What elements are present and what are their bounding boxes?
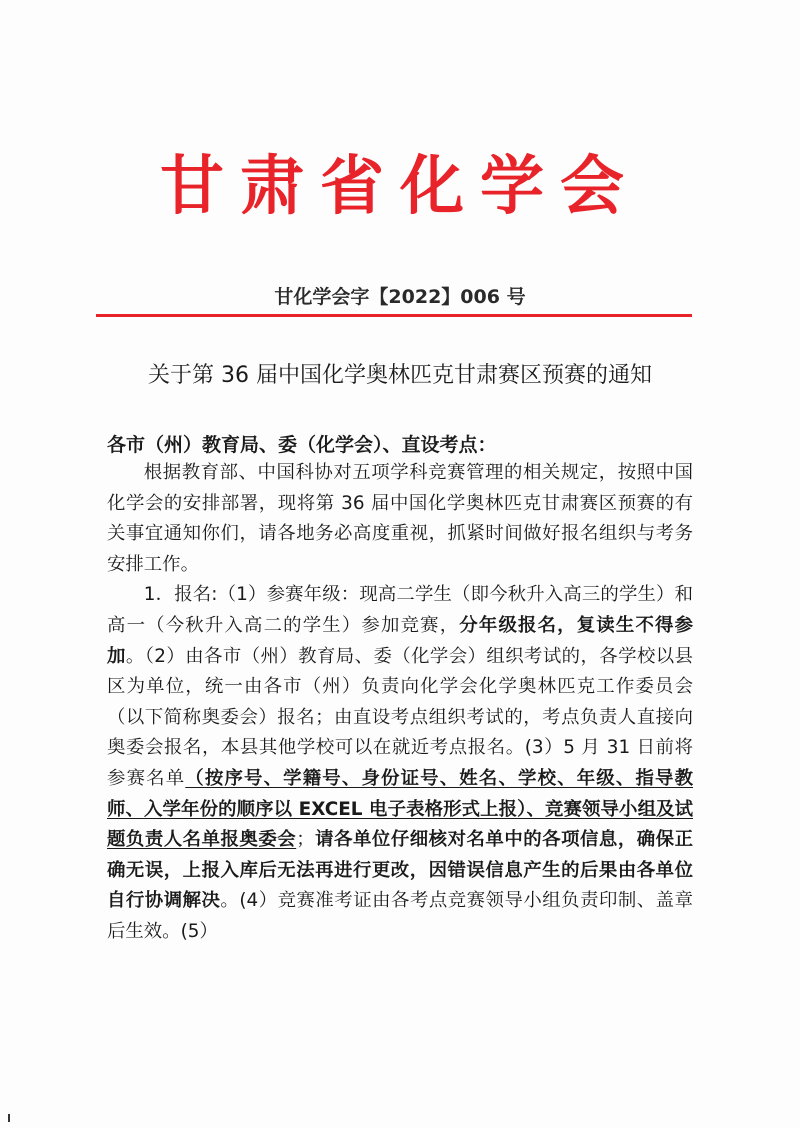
document-number: 甘化学会字【2022】006 号 [274,286,526,308]
notice-title: 关于第 36 届中国化学奥林匹克甘肃赛区预赛的通知 [148,363,652,388]
scan-artifact [8,1114,10,1122]
registration-verification-note: 请各单位仔细核对名单中的各项信息，确保正确无误，上报入库后无法再进行更改，因错误信息产生的后果由各单位自行协调解决 [107,829,693,912]
registration-list-requirement: （按序号、学籍号、身份证号、姓名、学校、年级、指导教师、入学年份的顺序以 EXCEL 电子表格形式上报）、竞赛领导小组及试题负责人名单报奥委会 [107,767,693,851]
registration-text-4: 。(4）竞赛准考证由各考点竞赛领导小组负责印制、盖章后生效。(5） [107,890,693,942]
registration-text-1: 1．报名:（1）参赛年级：现高二学生（即今秋升入高三的学生）和高一（今秋升入高二的学生）参加竞赛， [107,584,693,636]
registration-grade-rule: 分年级报名，复读生不得参加 [107,614,693,667]
registration-text-3: ； [296,829,315,851]
notice-body [107,458,693,948]
red-divider-line [96,314,692,317]
paragraph-registration [107,580,693,947]
registration-text-2: 。（2）由各市（州）教育局、委（化学会）组织考试的，各学校以县区为单位，统一由各市（州）负责向化学会化学奥林匹克工作委员会（以下简称奥委会）报名；由直设考点组织考试的，考点负责人直接向奥委会报名，本县其他学校可以在就近考点报名。(3）5 月 31 日前将参赛名单 [107,645,693,789]
salutation: 各市（州）教育局、委（化学会）、直设考点： [107,434,497,456]
paragraph-intro: 根据教育部、中国科协对五项学科竞赛管理的相关规定，按照中国化学会的安排部署，现将第 36 届中国化学奥林匹克甘肃赛区预赛的有关事宜通知你们，请各地务必高度重视，抓紧时间做好报名组织与考务安排工作。 [107,462,693,575]
organization-header: 甘肃省化学会 [160,150,640,224]
